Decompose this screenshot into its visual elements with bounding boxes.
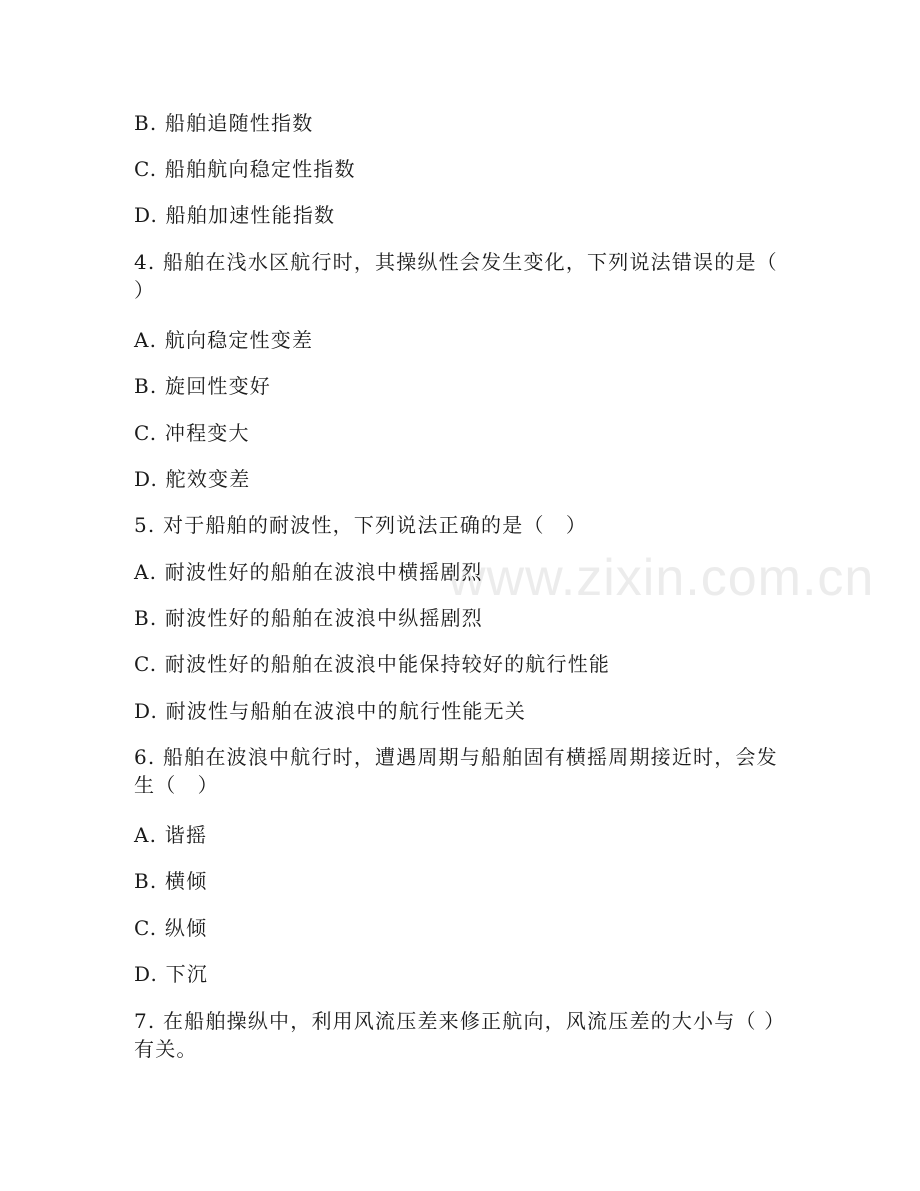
option-5a: A. 耐波性好的船舶在波浪中横摇剧烈 xyxy=(134,560,483,584)
option-5b: B. 耐波性好的船舶在波浪中纵摇剧烈 xyxy=(134,606,484,630)
option-4c: C. 冲程变大 xyxy=(134,421,250,445)
question-5: 5. 对于船舶的耐波性，下列说法正确的是（ ） xyxy=(134,513,588,537)
option-4d: D. 舵效变差 xyxy=(134,467,251,491)
option-6b: B. 横倾 xyxy=(134,869,208,893)
option-3b: B. 船舶追随性指数 xyxy=(134,111,314,135)
option-5d: D. 耐波性与船舶在波浪中的航行性能无关 xyxy=(134,699,527,723)
question-7: 7. 在船舶操纵中，利用风流压差来修正航向，风流压差的大小与（ ）有关。 xyxy=(134,1009,786,1061)
option-6a: A. 谐摇 xyxy=(134,823,208,847)
option-4a: A. 航向稳定性变差 xyxy=(134,328,314,352)
option-3d: D. 船舶加速性能指数 xyxy=(134,203,336,227)
option-5c: C. 耐波性好的船舶在波浪中能保持较好的航行性能 xyxy=(134,652,611,676)
question-6: 6. 船舶在波浪中航行时，遭遇周期与船舶固有横摇周期接近时，会发生（ ） xyxy=(134,745,778,797)
option-6d: D. 下沉 xyxy=(134,962,209,986)
question-4: 4. 船舶在浅水区航行时，其操纵性会发生变化，下列说法错误的是（ ） xyxy=(134,250,778,302)
watermark: www.zixin.com.cn xyxy=(448,549,875,607)
option-3c: C. 船舶航向稳定性指数 xyxy=(134,157,356,181)
option-4b: B. 旋回性变好 xyxy=(134,374,272,398)
option-6c: C. 纵倾 xyxy=(134,916,208,940)
